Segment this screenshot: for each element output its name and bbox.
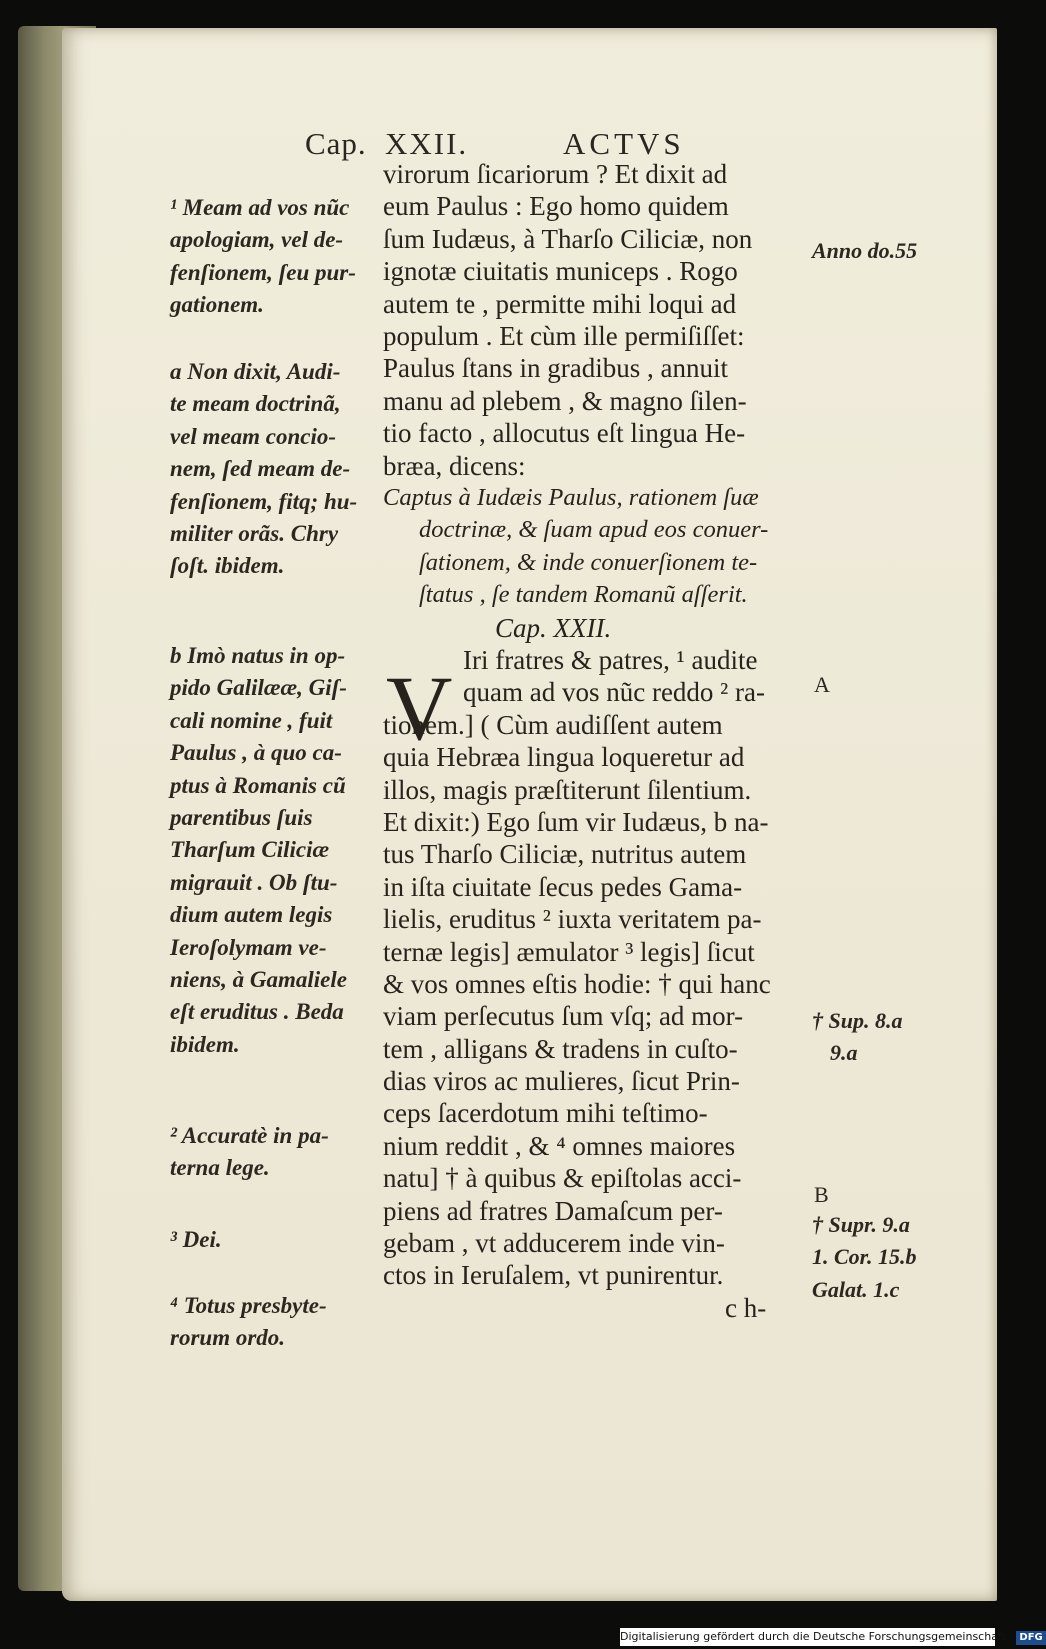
text-line: dias viros ac mulieres, ſicut Prin- [383, 1066, 740, 1097]
note-line: dium autem legis [170, 902, 333, 928]
note-line: parentibus ſuis [170, 804, 313, 830]
text-line: Iri fratres & patres, ¹ audite [463, 645, 758, 675]
text-line: bræa, dicens: [383, 450, 526, 481]
note-line: a Non dixit, Audi- [170, 359, 341, 384]
text-line: quia Hebræa lingua loqueretur ad [383, 742, 745, 773]
summary-line: ſationem, & inde conuerſionem te- [419, 548, 758, 576]
note-line: ⁴ Totus presbyte- [170, 1293, 327, 1318]
margin-note-a [170, 356, 390, 583]
ref-line: † Sup. 8.a [812, 1008, 903, 1033]
text-line: ſum Iudæus, à Tharſo Ciliciæ, non [383, 223, 753, 254]
note-line: fenſionem, fitq; hu- [170, 488, 358, 514]
margin-note-3 [170, 1224, 390, 1256]
section-marker-a: A [814, 672, 830, 697]
drop-capital: V [386, 657, 453, 759]
note-line: rorum ordo. [170, 1325, 286, 1351]
note-line: gationem. [170, 292, 264, 318]
note-line: apologiam, vel de- [170, 227, 344, 253]
note-line: ³ Dei. [170, 1227, 222, 1252]
note-line: eſt eruditus . Beda [170, 999, 344, 1025]
note-line: pido Galilææ, Giſ- [170, 675, 347, 701]
text-line: tio facto , allocutus eſt lingua He- [383, 418, 746, 449]
text-line: piens ad fratres Damaſcum per- [383, 1195, 723, 1226]
anno-text: Anno do.55 [812, 238, 918, 263]
text-line: nium reddit , & ⁴ omnes maiores [383, 1130, 736, 1161]
note-line: ſoſt. ibidem. [170, 553, 285, 579]
text-line: viam perſecutus ſum vſq; ad mor- [383, 1001, 744, 1032]
text-line: ceps ſacerdotum mihi teſtimo- [383, 1098, 708, 1129]
note-line: ² Accuratè in pa- [170, 1123, 329, 1148]
text-line: Paulus ſtans in gradibus , annuit [383, 353, 728, 384]
header-chapter: XXII. [385, 126, 469, 161]
margin-note-2 [170, 1120, 390, 1185]
chapter-summary [383, 482, 803, 644]
note-line: ibidem. [170, 1031, 240, 1057]
text-line: ctos in Ieruſalem, vt punirentur. [383, 1260, 724, 1291]
header-cap: Cap. [305, 126, 367, 161]
text-line: virorum ſicariorum ? Et dixit ad [383, 159, 728, 189]
chapter-body [383, 644, 803, 1324]
text-line: gebam , vt adducerem inde vin- [383, 1228, 725, 1259]
ref-line: 9.a [830, 1040, 858, 1066]
ref-line: 1. Cor. 15.b [812, 1244, 917, 1270]
text-line: eum Paulus : Ego homo quidem [383, 191, 729, 222]
ref-line: † Supr. 9.a [812, 1212, 910, 1237]
note-line: cali nomine , fuit [170, 707, 333, 733]
credit-text: Digitalisierung gefördert durch die Deutsche Forschungsgemeinschaft - [620, 1630, 1014, 1643]
text-line: manu ad plebem , & magno ſilen- [383, 385, 747, 416]
text-line: & vos omnes eſtis hodie: † qui hanc [383, 968, 771, 999]
section-marker-b: B [814, 1182, 829, 1207]
text-line: tus Tharſo Ciliciæ, nutritus autem [383, 839, 747, 870]
note-line: te meam doctrinã, [170, 391, 341, 417]
text-line: quam ad vos nũc reddo ² ra- [463, 677, 765, 708]
note-line: Tharſum Ciliciæ [170, 837, 330, 863]
catchword: c h- [725, 1292, 767, 1323]
note-line: militer orãs. Chry [170, 520, 339, 546]
summary-line: ſtatus , ſe tandem Romanũ aſſerit. [419, 581, 748, 609]
note-line: fenſionem, ſeu pur- [170, 259, 356, 285]
ref-line: Galat. 1.c [812, 1276, 900, 1302]
text-line: autem te , permitte mihi loqui ad [383, 288, 737, 319]
text-line: in iſta ciuitate ſecus pedes Gama- [383, 871, 743, 902]
text-line: natu] † à quibus & epiſtolas acci- [383, 1163, 742, 1194]
chapter-subhead: Cap. XXII. [495, 612, 612, 643]
note-line: migrauit . Ob ſtu- [170, 869, 338, 895]
note-line: terna lege. [170, 1155, 270, 1181]
summary-line: doctrinæ, & ſuam apud eos conuer- [419, 516, 769, 544]
note-line: ptus à Romanis cũ [170, 772, 346, 798]
note-line: nem, ſed meam de- [170, 456, 351, 482]
text-line: Et dixit:) Ego ſum vir Iudæus, b na- [383, 806, 769, 837]
text-line: ternæ legis] æmulator ³ legis] ſicut [383, 936, 755, 967]
summary-line: Captus à Iudæis Paulus, rationem ſuæ [383, 484, 759, 511]
note-line: b Imò natus in op- [170, 643, 346, 668]
main-text-top [383, 158, 803, 482]
dfg-logo: DFG [1016, 1631, 1045, 1645]
digitization-credit [620, 1628, 1043, 1646]
text-line: illos, magis præſtiterunt ſilentium. [383, 774, 752, 805]
anno-note [812, 235, 972, 267]
margin-note-1 [170, 192, 390, 322]
margin-note-b [170, 640, 390, 1061]
text-line: tionem.] ( Cùm audiſſent autem [383, 709, 723, 740]
text-line: lielis, eruditus ² iuxta veritatem pa- [383, 904, 762, 935]
text-line: populum . Et cùm ille permiſiſſet: [383, 320, 745, 351]
header-title: ACTVS [563, 126, 685, 161]
cross-ref-1 [812, 1005, 972, 1070]
text-line: ignotæ ciuitatis municeps . Rogo [383, 256, 738, 287]
cross-ref-2 [812, 1209, 972, 1306]
note-line: vel meam concio- [170, 423, 337, 449]
note-line: niens, à Gamaliele [170, 966, 347, 992]
text-line: tem , alligans & tradens in cuſto- [383, 1033, 738, 1064]
note-line: Ieroſolymam ve- [170, 934, 327, 960]
margin-note-4 [170, 1290, 390, 1355]
note-line: ¹ Meam ad vos nũc [170, 195, 350, 220]
note-line: Paulus , à quo ca- [170, 740, 342, 766]
